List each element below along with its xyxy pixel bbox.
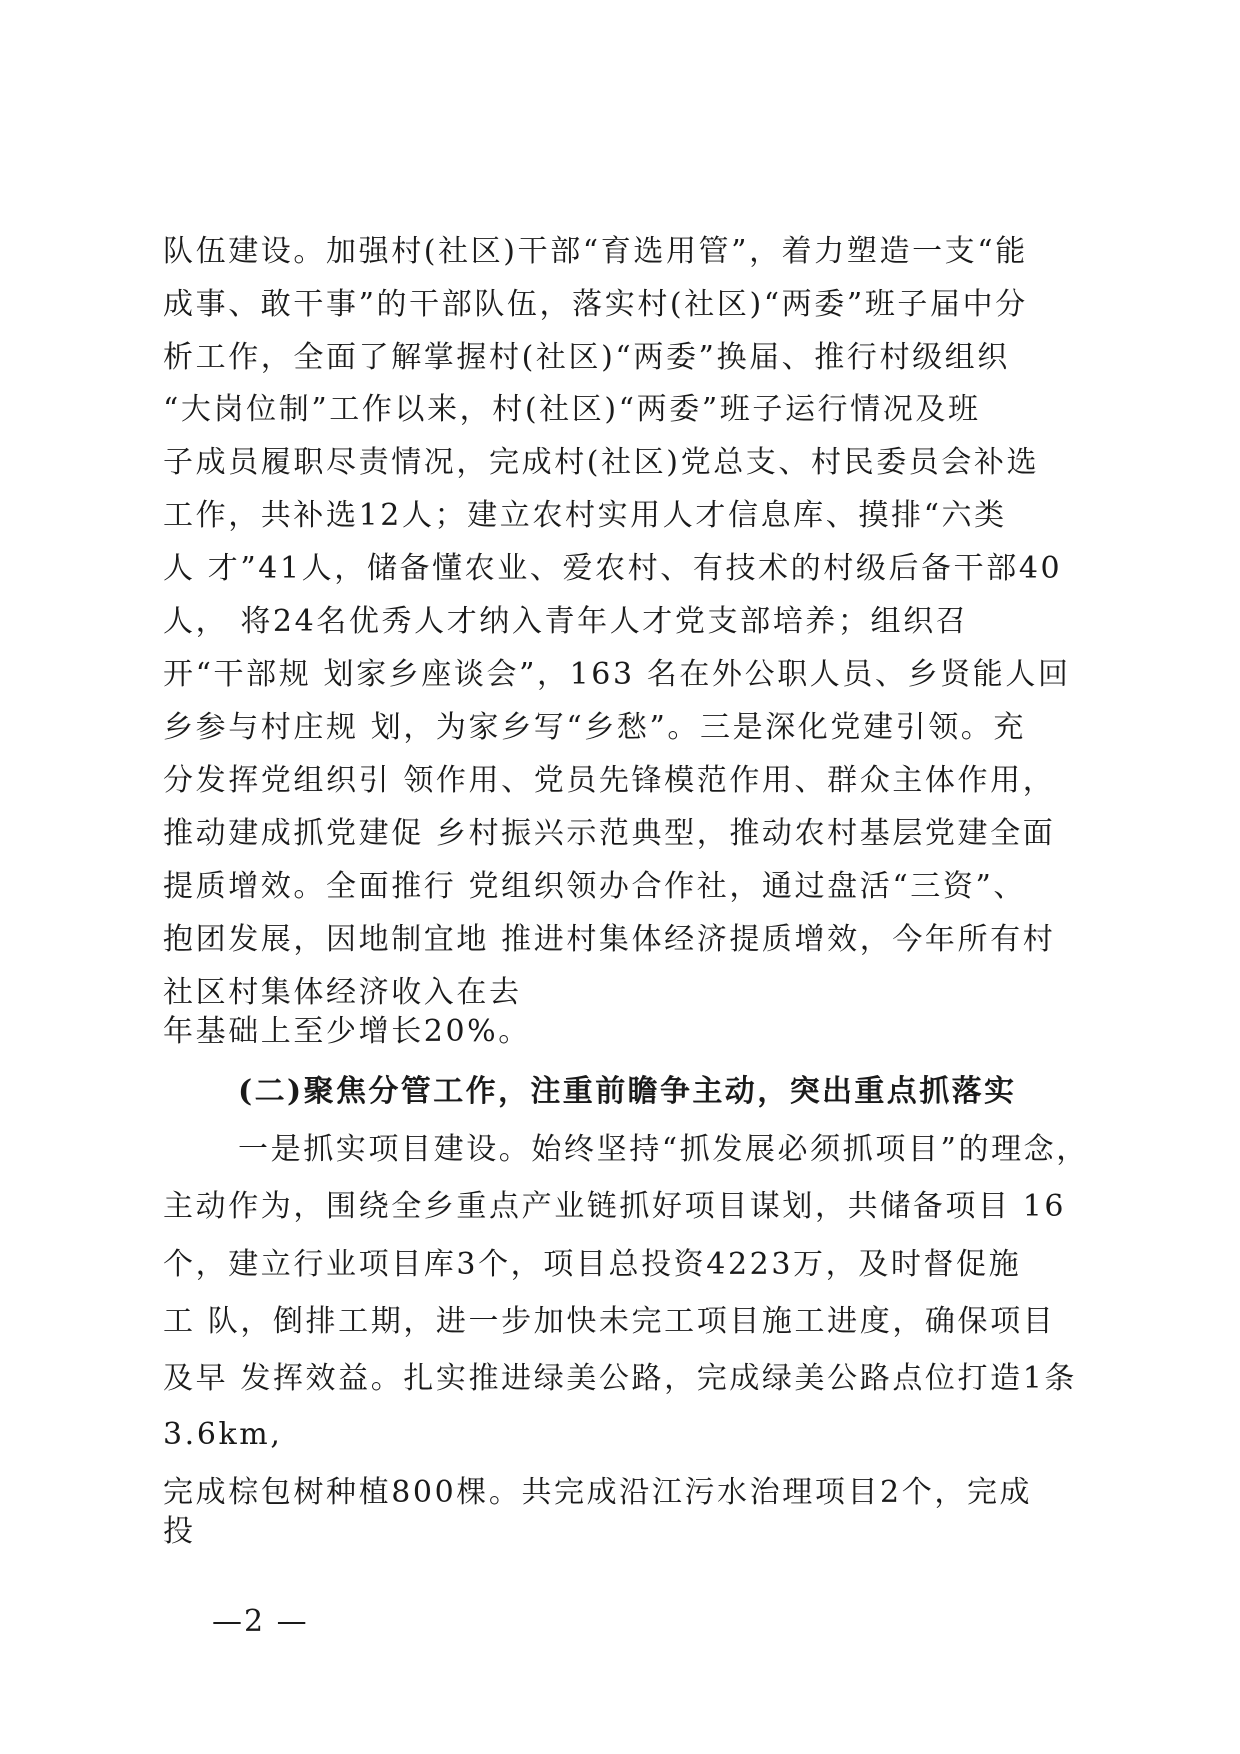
paragraph-line: “大岗位制”工作以来，村(社区)“两委”班子运行情况及班: [163, 392, 981, 427]
page-number: —2 —: [212, 1604, 309, 1639]
paragraph-line: 队伍建设。加强村(社区)干部“育选用管”，着力塑造一支“能: [163, 234, 1028, 269]
paragraph-line: 人 才”41人，储备懂农业、爱农村、有技术的村级后备干部40: [163, 551, 1063, 586]
paragraph-line: 人， 将24名优秀人才纳入青年人才党支部培养；组织召: [163, 604, 969, 639]
paragraph-line: 一是抓实项目建设。始终坚持“抓发展必须抓项目”的理念，: [238, 1132, 1089, 1167]
paragraph-line: 完成棕包树种植800棵。共完成沿江污水治理项目2个，完成: [163, 1475, 1033, 1510]
paragraph-line: 乡参与村庄规 划，为家乡写“乡愁”。三是深化党建引领。充: [163, 710, 1027, 745]
paragraph-line: 析工作，全面了解掌握村(社区)“两委”换届、推行村级组织: [163, 340, 1010, 375]
paragraph-line: 抱团发展，因地制宜地 推进村集体经济提质增效，今年所有村: [163, 922, 1056, 957]
paragraph-line: 工 队，倒排工期，进一步加快未完工项目施工进度，确保项目: [163, 1304, 1056, 1339]
paragraph-line: 开“干部规 划家乡座谈会”，163 名在外公职人员、乡贤能人回: [163, 657, 1071, 692]
paragraph-line: 3.6km,: [163, 1417, 283, 1452]
paragraph-line: 个，建立行业项目库3个，项目总投资4223万，及时督促施: [163, 1247, 1022, 1282]
paragraph-line: 社区村集体经济收入在去: [163, 975, 522, 1010]
paragraph-line: 成事、敢干事”的干部队伍，落实村(社区)“两委”班子届中分: [163, 287, 1028, 322]
paragraph-line: 及早 发挥效益。扎实推进绿美公路，完成绿美公路点位打造1条: [163, 1361, 1078, 1396]
paragraph-line: 主动作为，围绕全乡重点产业链抓好项目谋划，共储备项目 16: [163, 1189, 1067, 1224]
paragraph-line: 年基础上至少增长20%。: [163, 1014, 531, 1049]
paragraph-line: 子成员履职尽责情况，完成村(社区)党总支、村民委员会补选: [163, 445, 1040, 480]
paragraph-line: 提质增效。全面推行 党组织领办合作社，通过盘活“三资”、: [163, 869, 1027, 904]
paragraph-line: 投: [163, 1514, 196, 1549]
paragraph-line: 工作，共补选12人；建立农村实用人才信息库、摸排“六类: [163, 498, 1007, 533]
section-heading: (二)聚焦分管工作，注重前瞻争主动，突出重点抓落实: [238, 1074, 1017, 1109]
paragraph-line: 推动建成抓党建促 乡村振兴示范典型，推动农村基层党建全面: [163, 816, 1056, 851]
paragraph-line: 分发挥党组织引 领作用、党员先锋模范作用、群众主体作用，: [163, 763, 1056, 798]
